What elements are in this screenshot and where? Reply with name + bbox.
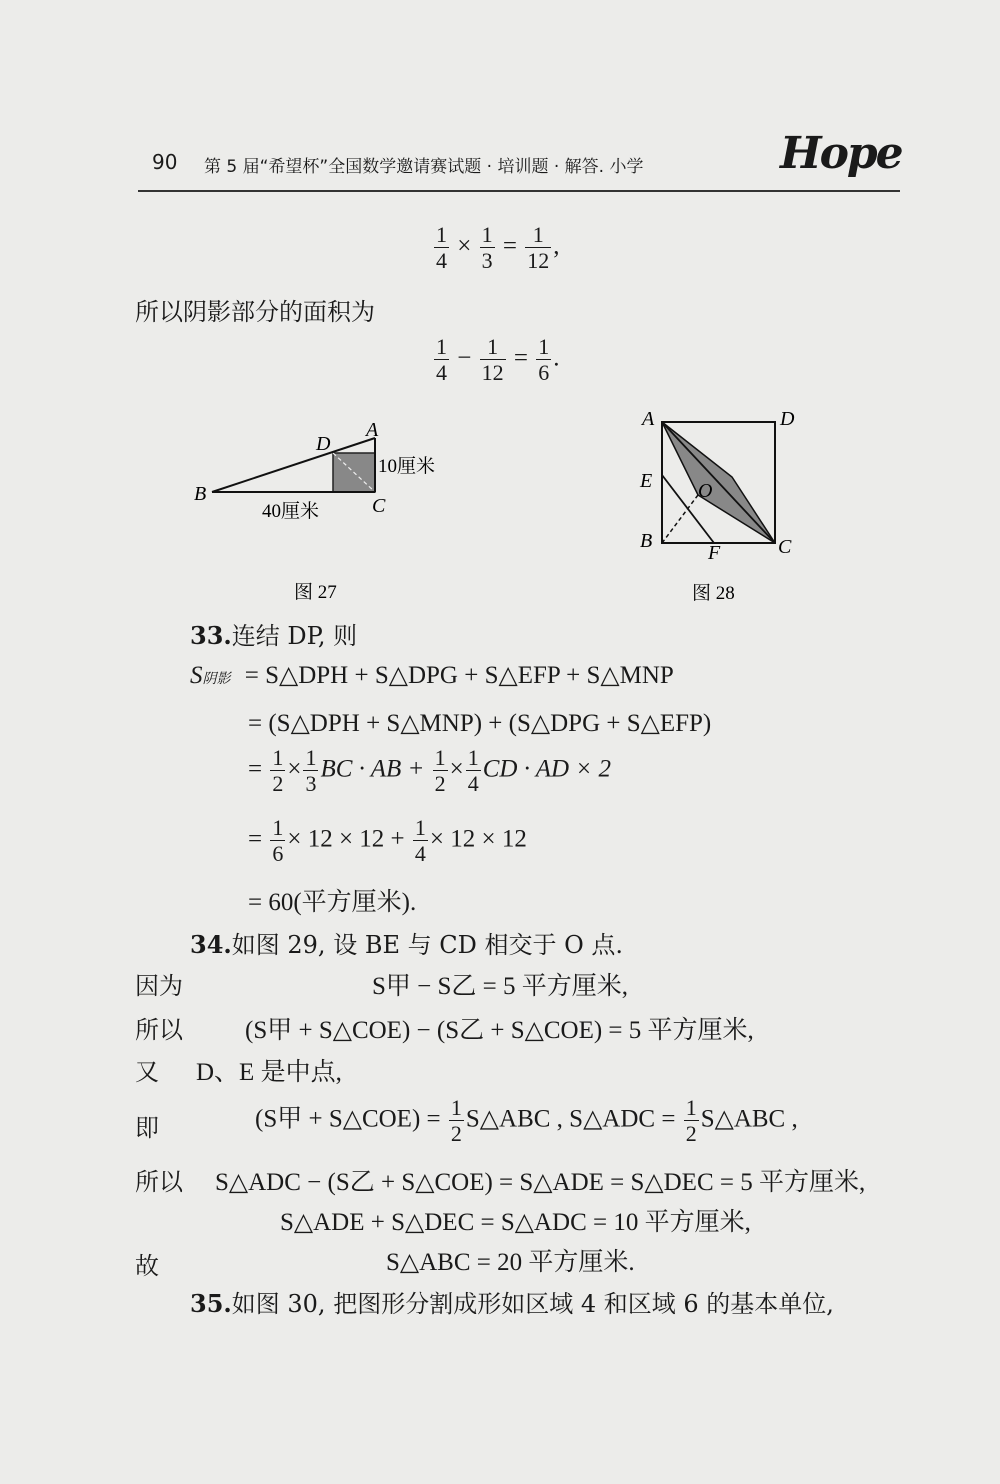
fig27-length-ac: 10厘米 — [378, 456, 436, 477]
p34-line-2: (S甲 + S△COE) − (S乙 + S△COE) = 5 平方厘米, — [245, 1017, 754, 1044]
hope-logo: Hope — [780, 128, 902, 179]
p34-line-6: S△ADE + S△DEC = S△ADC = 10 平方厘米, — [280, 1209, 751, 1236]
equation-1: $\frac{1}{4}$ × $\frac{1}{3}$ = $\frac{1}{12}$ , — [436, 222, 560, 274]
figure-28 — [630, 405, 820, 610]
fig27-label-A: A — [366, 420, 379, 441]
fig28-label-C: C — [778, 536, 792, 558]
p34-line-5: S△ADC − (S乙 + S△COE) = S△ADE = S△DEC = 5 平方厘米, — [215, 1169, 866, 1196]
fig28-label-E: E — [640, 470, 653, 492]
fig28-label-B: B — [640, 530, 653, 552]
problem-34-intro: 34.如图 29, 设 BE 与 CD 相交于 O 点. — [190, 930, 624, 959]
fig28-label-F: F — [708, 542, 721, 564]
p34-lead-2: 所以 — [135, 1016, 183, 1044]
p34-line-7: S△ABC = 20 平方厘米. — [386, 1249, 635, 1276]
p34-lead-3: 又 — [135, 1058, 159, 1086]
shadow-area-text: 所以阴影部分的面积为 — [135, 298, 375, 326]
fig27-label-D: D — [316, 433, 331, 455]
problem-35: 35.如图 30, 把图形分割成形如区域 4 和区域 6 的基本单位, — [190, 1289, 834, 1318]
fig28-label-A: A — [642, 408, 655, 430]
header-rule — [138, 190, 900, 192]
problem-33-line-5: = 60(平方厘米). — [248, 889, 417, 916]
problem-33-line-2: = (S△DPH + S△MNP) + (S△DPG + S△EFP) — [248, 710, 712, 737]
p34-lead-7: 故 — [135, 1252, 159, 1280]
p34-lead-1: 因为 — [135, 972, 183, 1000]
running-title: 第 5 届“希望杯”全国数学邀请赛试题 · 培训题 · 解答. 小学 — [204, 157, 644, 177]
fig28-label-D: D — [780, 408, 795, 430]
fig27-label-B: B — [194, 483, 207, 505]
page-number: 90 — [152, 150, 178, 174]
fig27-caption: 图 27 — [294, 582, 337, 600]
fig27-label-C: C — [372, 495, 386, 517]
fig27-length-bc: 40厘米 — [262, 501, 320, 522]
problem-33-line-1: S阴影 = S△DPH + S△DPG + S△EFP + S△MNP — [190, 662, 674, 689]
p34-line-1: S甲 − S乙 = 5 平方厘米, — [372, 973, 629, 1000]
problem-33-line-4: = $\frac{1}{6}$ × 12 × 12 + $\frac{1}{4}$ × 12 × 12 — [248, 815, 527, 867]
p34-lead-4: 即 — [135, 1114, 159, 1142]
fig28-label-O: O — [698, 480, 713, 502]
figure-27 — [190, 420, 470, 600]
problem-33-line-3: = $\frac{1}{2}$ × $\frac{1}{3}$ BC · AB + $\frac{1}{2}$ × $\frac{1}{4}$ CD · AD × 2 — [248, 745, 611, 797]
p34-line-3: D、E 是中点, — [196, 1059, 342, 1086]
p34-line-4: (S甲 + S△COE) = $\frac{1}{2}$ S△ABC , S△ADC = $\frac{1}{2}$ S△ABC , — [255, 1095, 798, 1147]
problem-33-intro: 33.连结 DP, 则 — [190, 621, 358, 650]
equation-2: $\frac{1}{4}$ − $\frac{1}{12}$ = $\frac{1}{6}$ . — [436, 334, 560, 386]
p34-lead-5: 所以 — [135, 1168, 183, 1196]
fig28-caption: 图 28 — [692, 583, 735, 604]
